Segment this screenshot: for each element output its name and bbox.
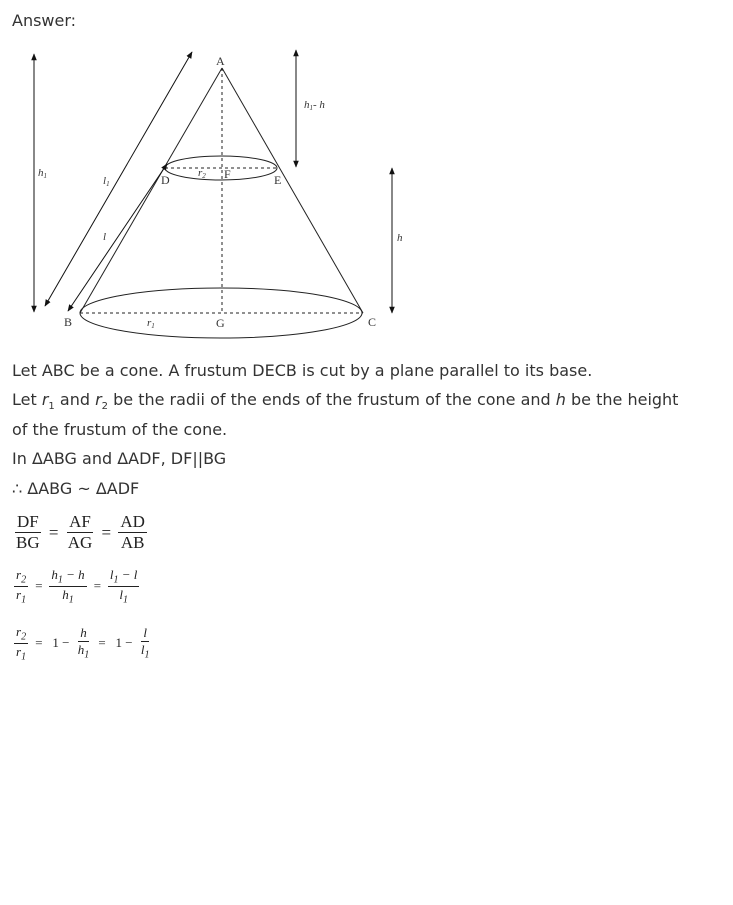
label-h1: h1 [38, 167, 47, 180]
l1-arrow [45, 52, 192, 306]
text-line-4: In ΔABG and ΔADF, DF||BG [12, 449, 227, 468]
l-arrow [68, 164, 167, 311]
label-e: E [274, 173, 282, 187]
label-r1: r1 [147, 317, 155, 330]
edge-ac [222, 68, 363, 313]
label-f: F [224, 167, 231, 181]
text-line-2: Let $r_1$ and $r_2$ be the radii of the ends of the frustum of the cone and h be the height [12, 390, 679, 413]
label-h: h [397, 232, 403, 244]
label-c: C [368, 315, 377, 329]
label-b: B [64, 315, 73, 329]
edge-ab [80, 68, 222, 313]
label-r2: r2 [198, 167, 206, 180]
answer-heading: Answer: [12, 11, 77, 30]
label-l1: l1 [103, 175, 110, 188]
text-line-5: ∴ ΔABG ~ ΔADF [12, 479, 140, 498]
text-line-1: Let ABC be a cone. A frustum DECB is cut by a plane parallel to its base. [12, 361, 593, 380]
text-line-3: of the frustum of the cone. [12, 420, 228, 439]
label-l: l [103, 231, 107, 243]
label-a: A [216, 54, 225, 68]
cone-frustum-diagram [0, 40, 420, 340]
equation-2: $\frac{r_2}{r_1}$ = $\frac{h_1 - h}{h_1}$ = $\frac{l_1 - l}{l_1}$ [16, 567, 138, 606]
label-d: D [161, 173, 170, 187]
label-h1-minus-h: h1- h [304, 99, 325, 112]
label-g: G [216, 316, 225, 330]
equation-1: $\frac{DF}{BG}$ = $\frac{AF}{AG}$ = $\frac{AD}{AB}$ [16, 512, 145, 552]
equation-3: $\frac{r_2}{r_1}$ = 1 − $\frac{h}{h_1}$ = 1 − $\frac{l}{l_1}$ [16, 624, 150, 663]
